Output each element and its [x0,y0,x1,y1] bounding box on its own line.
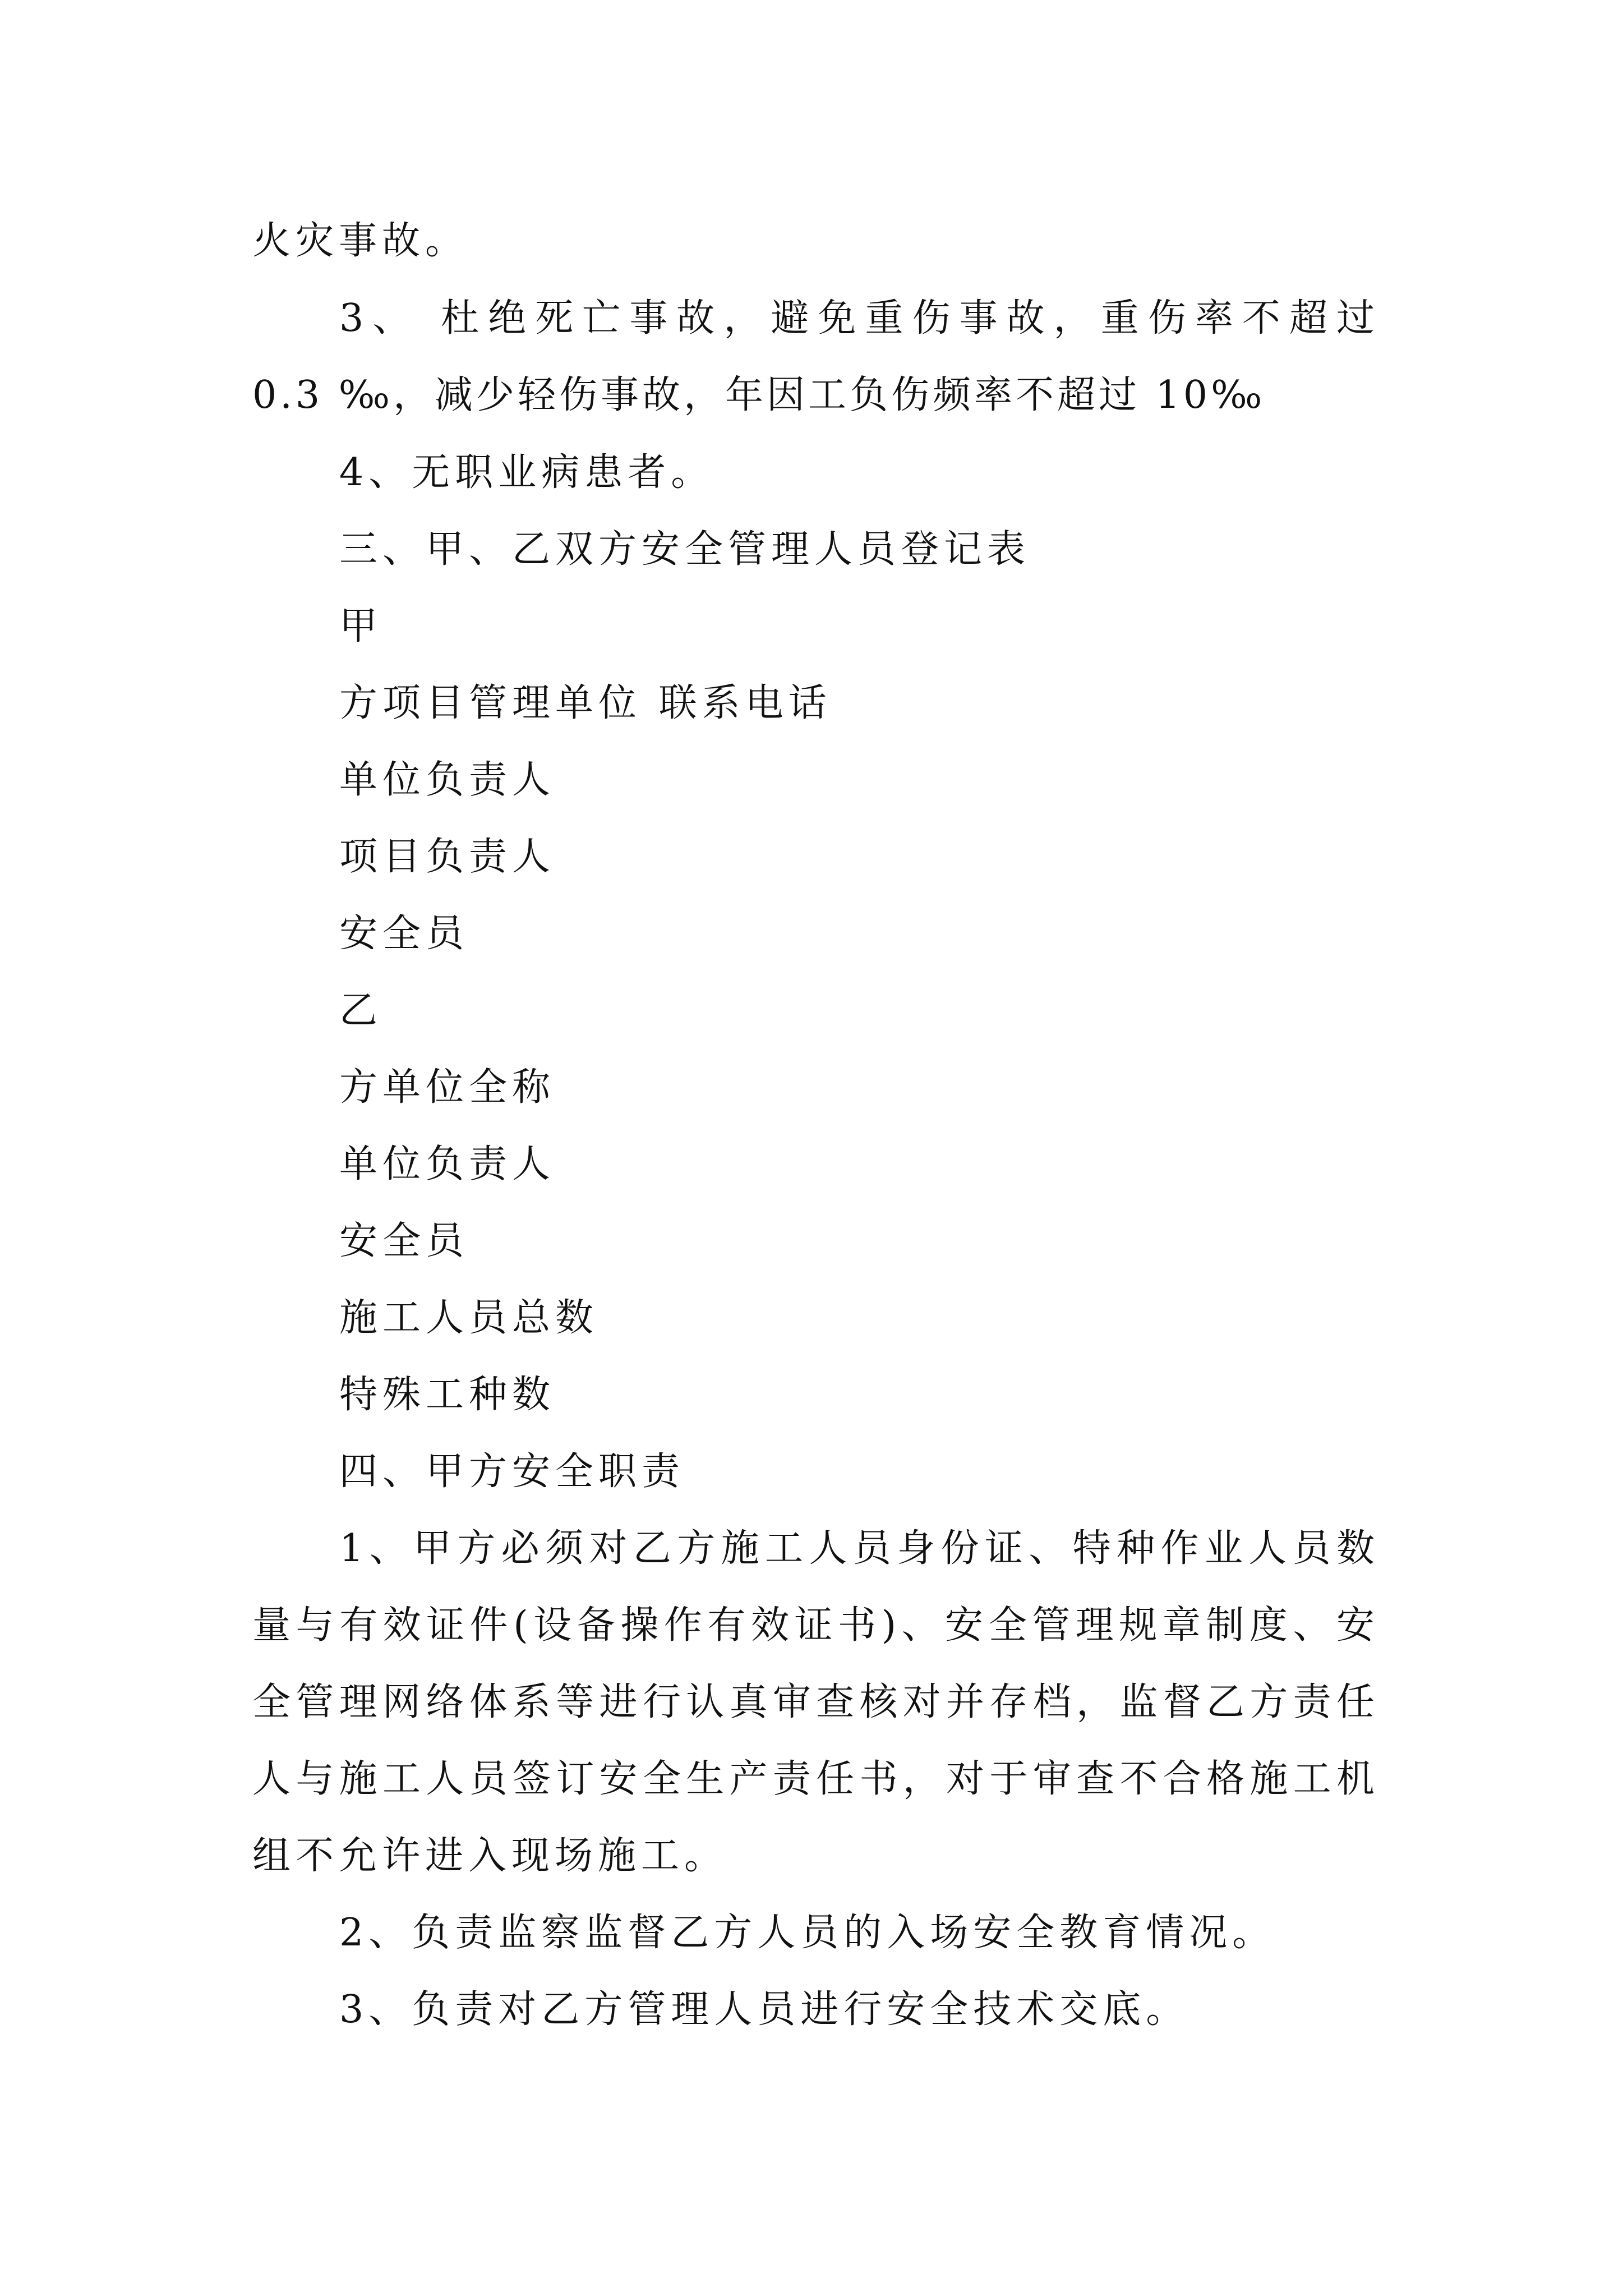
text-line: 人与施工人员签订安全生产责任书，对于审查不合格施工机 [252,1757,1380,1801]
text-line: 方单位全称 [339,1065,556,1110]
text-line: 组不允许进入现场施工。 [252,1834,728,1878]
section-heading: 四、甲方安全职责 [339,1450,685,1494]
text-line: 方项目管理单位 联系电话 [339,681,832,725]
text-line: 4、无职业病患者。 [339,450,714,495]
text-line: 乙 [339,988,383,1033]
text-line: 量与有效证件(设备操作有效证书)、安全管理规章制度、安 [252,1603,1380,1648]
text-line: 安全员 [339,1219,469,1263]
text-line: 3、负责对乙方管理人员进行安全技术交底。 [339,1987,1189,2032]
text-line: 0.3 ‰，减少轻伤事故，年因工负伤频率不超过 10‰ [252,373,1266,417]
text-line: 施工人员总数 [339,1296,599,1340]
text-line: 甲 [339,604,383,648]
text-line: 火灾事故。 [252,219,469,263]
text-line: 1、甲方必须对乙方施工人员身份证、特种作业人员数 [339,1526,1380,1571]
text-line: 3、 杜绝死亡事故，避免重伤事故，重伤率不超过 [339,296,1380,341]
section-heading: 三、甲、乙双方安全管理人员登记表 [339,527,1031,572]
text-line: 单位负责人 [339,758,556,802]
text-line: 项目负责人 [339,835,556,879]
text-line: 全管理网络体系等进行认真审查核对并存档，监督乙方责任 [252,1680,1380,1724]
text-line: 特殊工种数 [339,1373,556,1417]
text-line: 安全员 [339,912,469,956]
text-line: 2、负责监察监督乙方人员的入场安全教育情况。 [339,1911,1276,1955]
text-line: 单位负责人 [339,1142,556,1186]
